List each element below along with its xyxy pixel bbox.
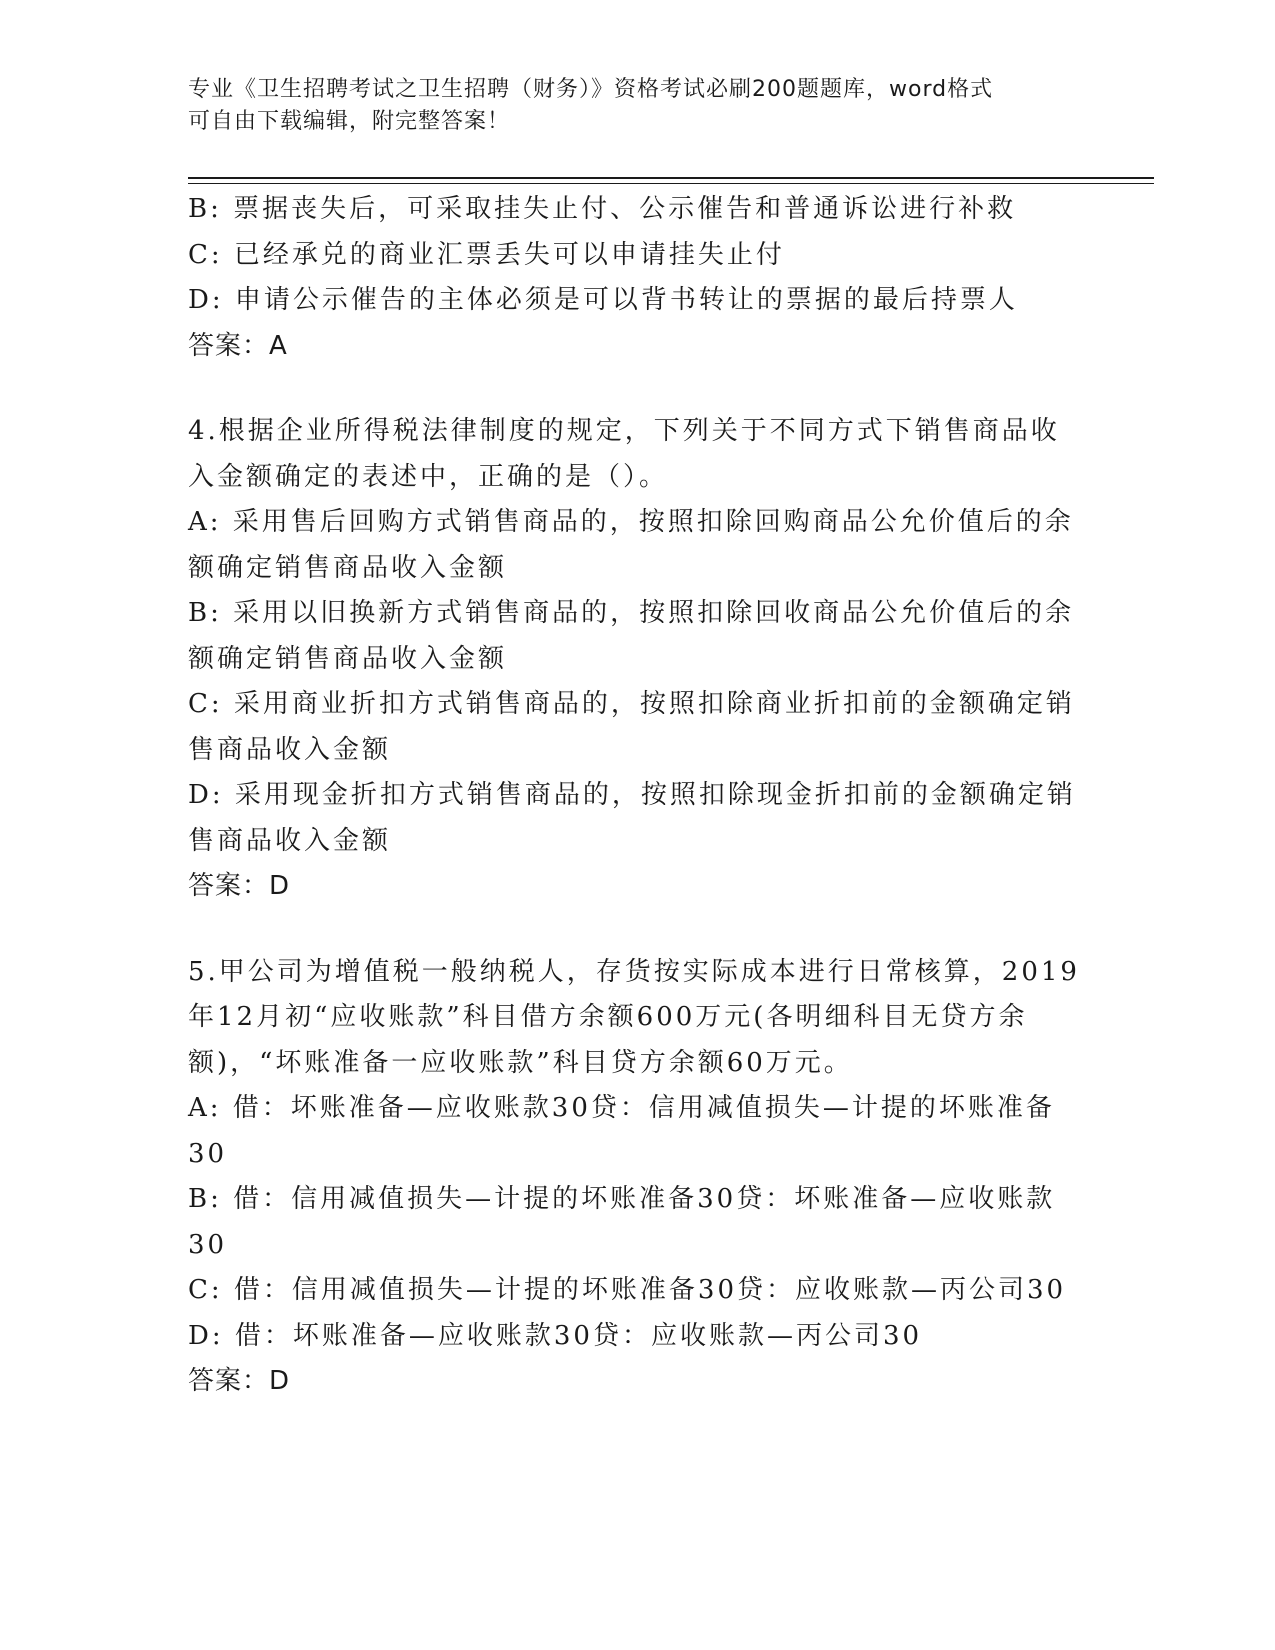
- q5-option-d: D: 借：坏账准备—应收账款30贷：应收账款—丙公司30: [188, 1320, 923, 1351]
- header-title-line-1: 专业《卫生招聘考试之卫生招聘（财务）》资格考试必刷200题题库，word格式: [188, 77, 994, 102]
- q5-stem-line-1: 5.甲公司为增值税一般纳税人，存货按实际成本进行日常核算，2019: [188, 956, 1080, 987]
- q3-option-d: D: 申请公示催告的主体必须是可以背书转让的票据的最后持票人: [188, 285, 1018, 315]
- q5-stem-line-2: 年12月初“应收账款”科目借方余额600万元(各明细科目无贷方余: [188, 1002, 1028, 1032]
- q4-option-d-line-1: D: 采用现金折扣方式销售商品的，按照扣除现金折扣前的金额确定销: [188, 780, 1076, 810]
- header-divider-thick: [188, 177, 1154, 179]
- q5-option-c: C: 借：信用减值损失—计提的坏账准备30贷：应收账款—丙公司30: [188, 1275, 1067, 1305]
- q3-option-b: B: 票据丧失后，可采取挂失止付、公示催告和普通诉讼进行补救: [188, 194, 1017, 224]
- q4-stem-line-2: 入金额确定的表述中，正确的是（）。: [188, 461, 669, 492]
- question-3-continued: [188, 187, 1088, 369]
- question-4: [188, 409, 1088, 910]
- question-5: [188, 950, 1088, 1405]
- document-header: [188, 74, 1068, 138]
- q4-answer: 答案：D: [188, 871, 291, 901]
- q3-answer: 答案：A: [188, 330, 288, 361]
- q4-option-c-line-1: C: 采用商业折扣方式销售商品的，按照扣除商业折扣前的金额确定销: [188, 689, 1075, 719]
- q4-option-b-line-2: 额确定销售商品收入金额: [188, 643, 508, 674]
- q4-option-d-line-2: 售商品收入金额: [188, 825, 392, 856]
- q5-option-a-line-1: A: 借：坏账准备—应收账款30贷：信用减值损失—计提的坏账准备: [188, 1093, 1055, 1123]
- q4-stem-line-1: 4.根据企业所得税法律制度的规定，下列关于不同方式下销售商品收: [188, 416, 1060, 446]
- q5-option-b-line-1: B: 借：信用减值损失—计提的坏账准备30贷：坏账准备—应收账款: [188, 1184, 1056, 1214]
- header-title-line-2: 可自由下载编辑，附完整答案！: [188, 109, 511, 134]
- q5-answer: 答案：D: [188, 1366, 291, 1396]
- header-divider-thin: [188, 183, 1154, 184]
- q5-stem-line-3: 额)，“坏账准备一应收账款”科目贷方余额60万元。: [188, 1047, 853, 1078]
- q4-option-c-line-2: 售商品收入金额: [188, 734, 392, 765]
- q4-option-a-line-1: A: 采用售后回购方式销售商品的，按照扣除回购商品公允价值后的余: [188, 507, 1074, 537]
- document-body: [188, 187, 1088, 1405]
- question-spacer: [188, 910, 1088, 950]
- q5-option-a-line-2: 30: [188, 1138, 228, 1169]
- question-spacer: [188, 369, 1088, 409]
- q4-option-b-line-1: B: 采用以旧换新方式销售商品的，按照扣除回收商品公允价值后的余: [188, 598, 1075, 628]
- q3-option-c: C: 已经承兑的商业汇票丢失可以申请挂失止付: [188, 239, 785, 270]
- q5-option-b-line-2: 30: [188, 1229, 228, 1260]
- q4-option-a-line-2: 额确定销售商品收入金额: [188, 552, 508, 583]
